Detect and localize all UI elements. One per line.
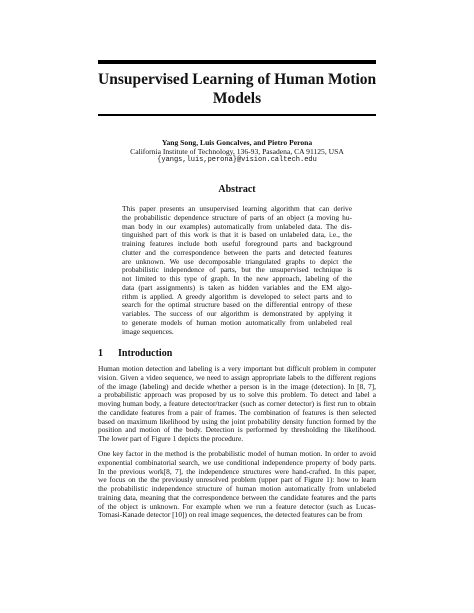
author-affiliation: California Institute of Technology, 136-93, Pasadena, CA 91125, USA <box>130 147 344 156</box>
abstract-line: man body in our examples) automatically from unlabeled data. The dis- <box>122 222 352 231</box>
abstract-line: rithm is applied. A greedy algorithm is developed to select parts and to <box>122 292 352 301</box>
paragraph-line: training data, meaning that the correspondence between the candidate features and the parts <box>98 493 376 502</box>
author-names: Yang Song, Luis Goncalves, and Pietro Perona <box>161 138 313 147</box>
abstract-line: variables. The success of our algorithm is demonstrated by applying it <box>122 310 352 318</box>
abstract-line: tinguished part of this work is that it is based on unlabeled data, i.e., the <box>122 231 352 240</box>
abstract-line: to generate models of human motion automatically from unlabeled real <box>122 318 352 327</box>
abstract-line: training features include both useful foreground parts and background <box>122 240 352 248</box>
title-line: Unsupervised Learning of Human Motion <box>98 71 377 88</box>
intro-paragraph-2 <box>98 450 376 520</box>
abstract-line: not limited to this type of graph. In the new approach, labeling of the <box>122 275 352 283</box>
abstract-line: data (part assignments) is taken as hidden variables and the EM algo- <box>122 283 352 292</box>
title-line: Models <box>212 90 262 107</box>
paragraph-line: The lower part of Figure 1 depicts the procedure. <box>98 435 244 443</box>
abstract-line: This paper presents an unsupervised learning algorithm that can derive <box>122 205 352 213</box>
paragraph-line: of the image (labeling) and decide whether a person is in the image (detection). In [8, 7], <box>98 382 376 391</box>
paragraph-line: Human motion detection and labeling is a very important but difficult problem in computer <box>98 365 376 373</box>
abstract-line: probabilistic independence of parts, but the unsupervised technique is <box>122 266 352 275</box>
abstract-line: image sequences. <box>122 327 174 336</box>
section-number: 1 <box>98 348 103 359</box>
paragraph-line: we focus on the the previously unresolved problem (upper part of Figure 1): how to learn <box>98 476 376 485</box>
abstract-line: the probabilistic dependence structure of parts of an object (a moving hu- <box>122 213 352 222</box>
paragraph-line: One key factor in the method is the probabilistic model of human motion. In order to avoid <box>98 450 376 458</box>
abstract-line: clutter and the correspondence between the parts and detected features <box>122 248 352 257</box>
author-block <box>80 138 394 165</box>
paragraph-line: a probabilistic approach was proposed by us to solve this problem. To detect and label a <box>98 391 376 400</box>
paragraph-line: of the object is unknown. For example when we run a feature detector (such as Lucas- <box>98 502 376 511</box>
author-email: {yangs,luis,perona}@vision.caltech.edu <box>157 156 317 164</box>
paragraph-line: Tomasi-Kanade detector [10]) on real image sequences, the detected features can be from <box>98 511 363 520</box>
paragraph-line: vision. Given a video sequence, we need to assign appropriate labels to the different regions <box>98 373 376 382</box>
paragraph-line: exponential combinatorial search, we use conditional independence property of body parts. <box>98 458 376 467</box>
abstract-line: search for the optimal structure based on the differential entropy of these <box>122 301 352 310</box>
section-heading <box>98 348 172 359</box>
paragraph-line: the probabilistic independence structure of human motion automatically from unlabeled <box>98 485 376 493</box>
section-title: Introduction <box>118 348 173 359</box>
paragraph-line: the candidate features from a pair of frames. The combination of features is then selected <box>98 408 376 417</box>
abstract-heading: Abstract <box>218 184 256 195</box>
paragraph-line: In the previous work[8, 7], the independence structures were hand-crafted. In this paper, <box>98 467 376 476</box>
paragraph-line: position and motion of the body. Detection is performed by thresholding the likelihood. <box>98 426 376 435</box>
paper-title <box>98 70 376 108</box>
title-top-rule <box>98 60 376 64</box>
intro-paragraph-1 <box>98 365 376 444</box>
paragraph-line: moving human body, a feature detector/tracker (such as corner detector) is first run to obtain <box>98 400 376 408</box>
abstract-line: are unknown. We use decomposable triangulated graphs to depict the <box>122 257 352 266</box>
paragraph-line: based on maximum likelihood by using the joint probability density function formed by the <box>98 417 376 426</box>
title-bottom-rule <box>98 114 376 116</box>
abstract-body <box>122 205 352 336</box>
